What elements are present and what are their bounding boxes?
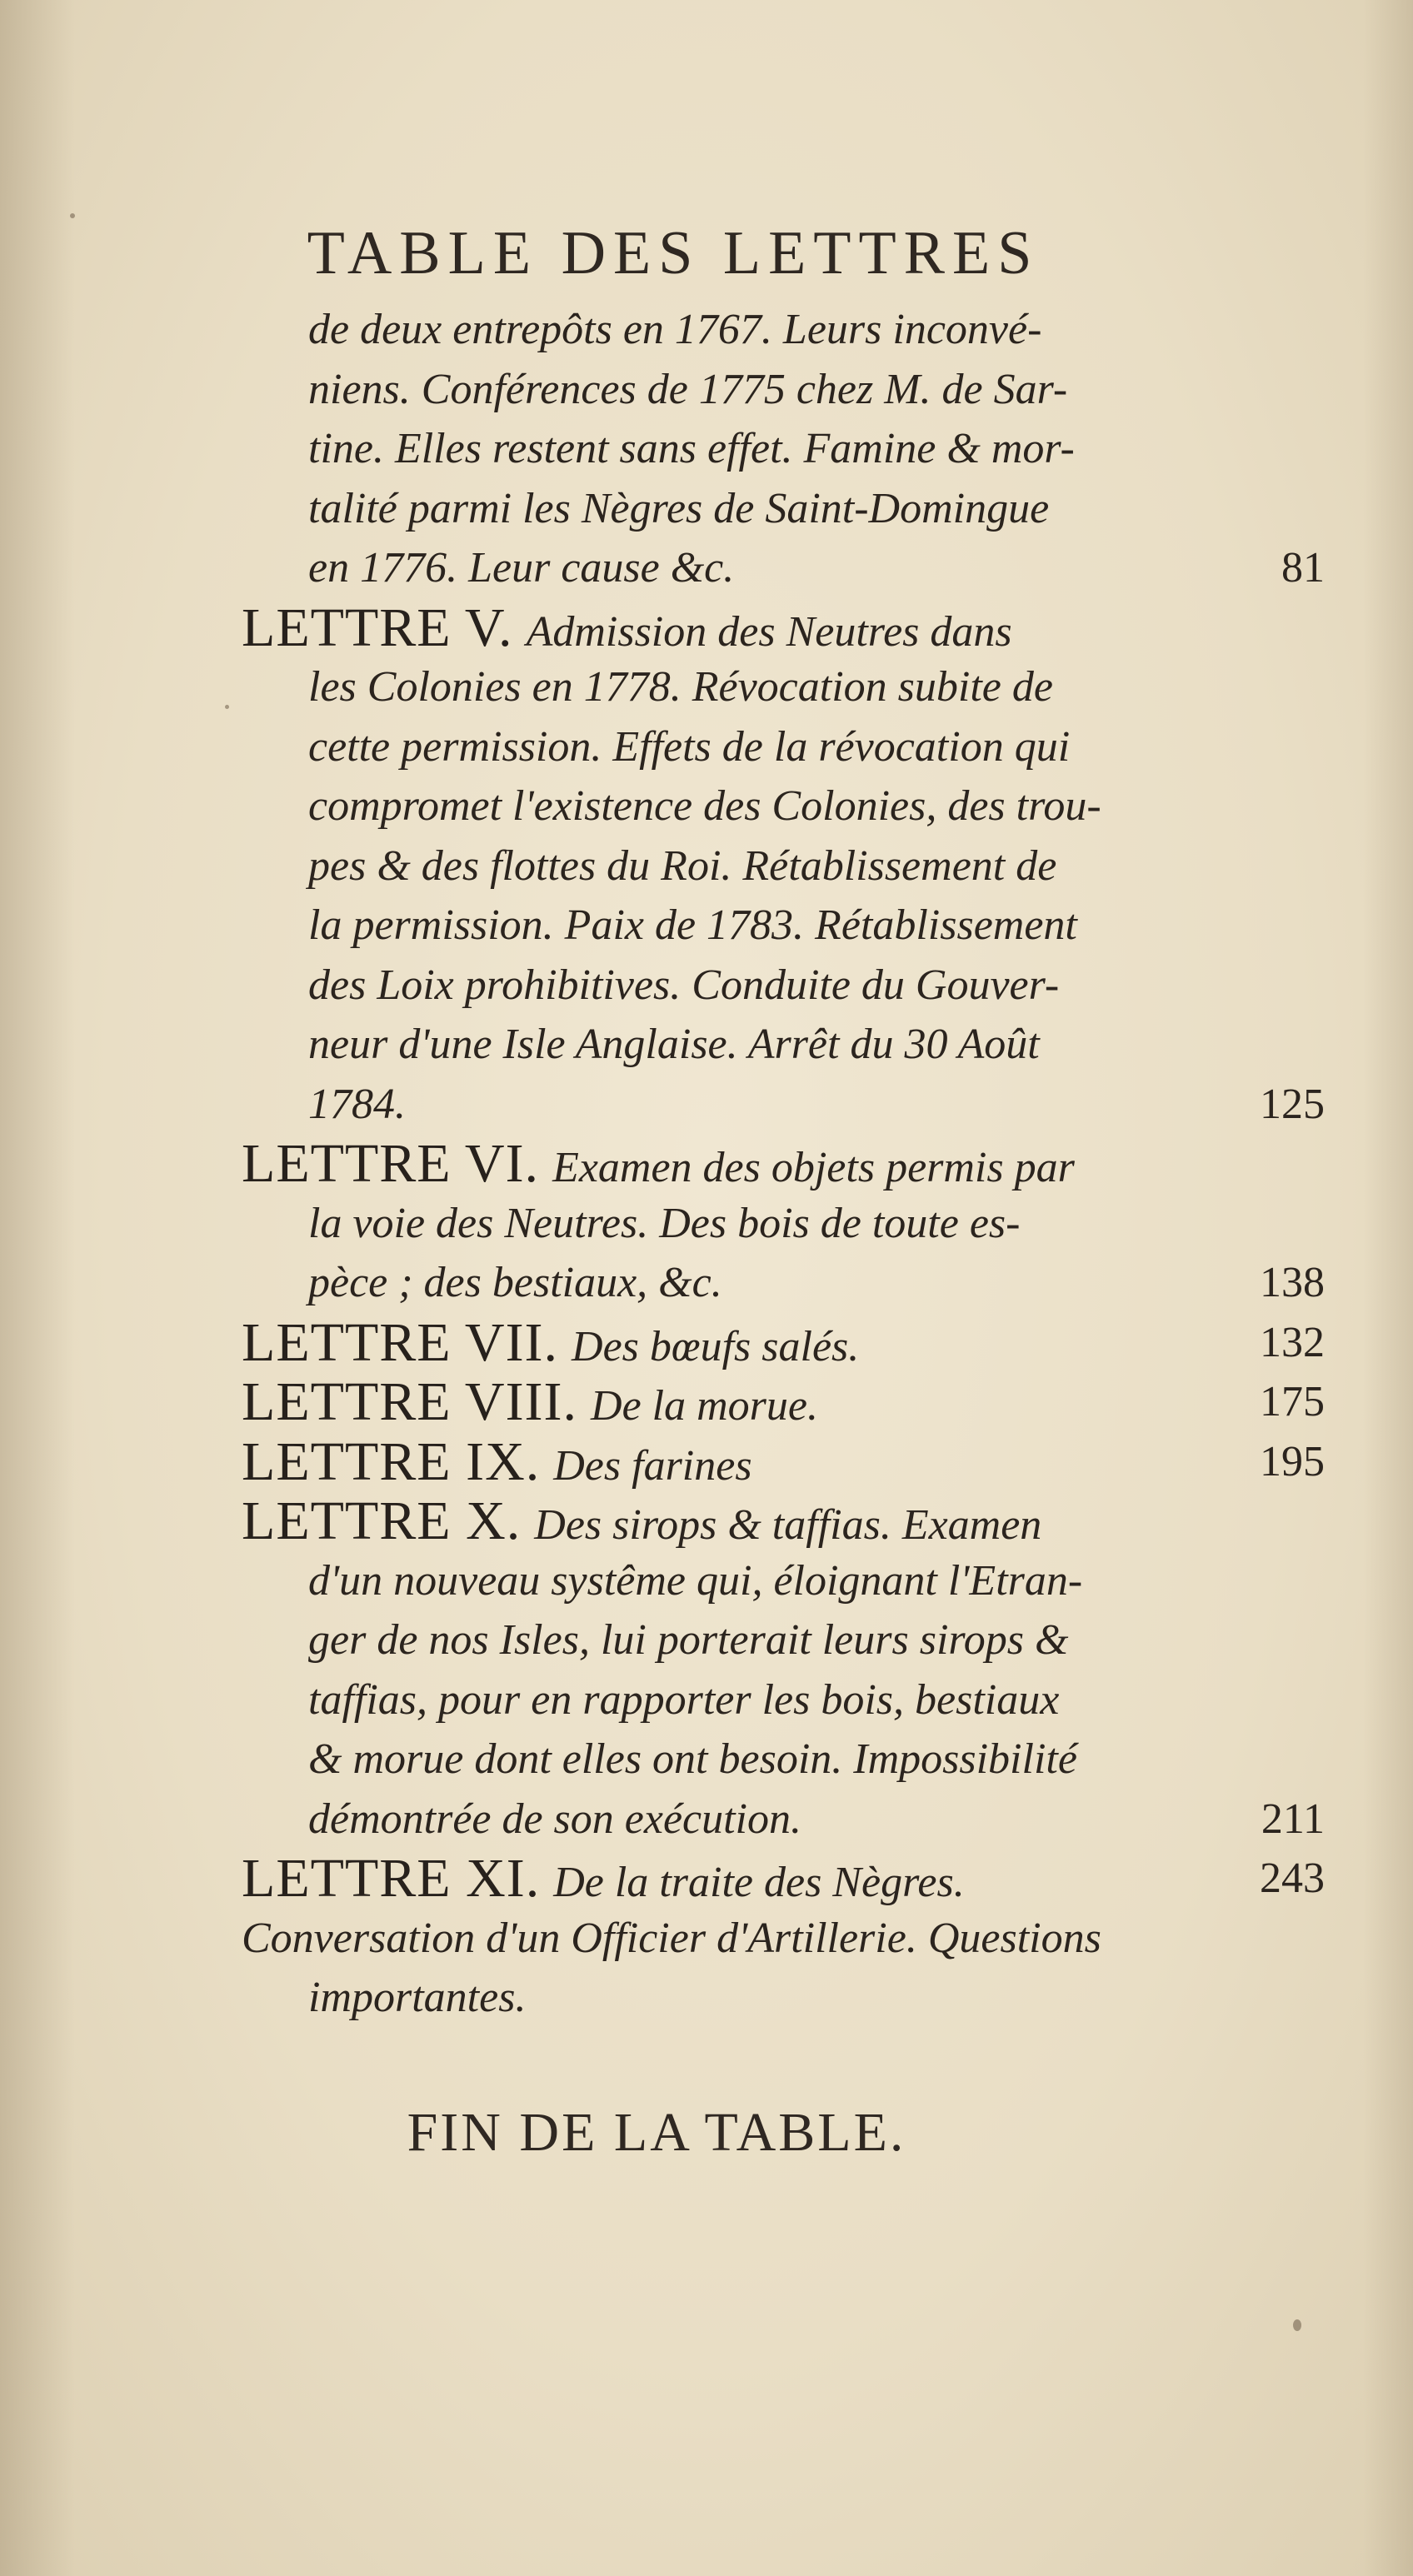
letter-text: Admission des Neutres dans	[526, 607, 1012, 656]
letter-entry-start	[242, 1134, 1325, 1194]
letter-text: Conversation d'un Officier d'Artillerie. Questions	[242, 1914, 1101, 1962]
letter-text: compromet l'existence des Colonies, des trou-	[308, 782, 1101, 830]
letter-line	[242, 776, 1325, 836]
letter-text: Des bœufs salés.	[572, 1322, 860, 1370]
letter-text: Des farines	[553, 1441, 752, 1490]
letter-entry-start	[242, 1491, 1325, 1551]
continuation-line	[242, 538, 1325, 598]
letter-line	[242, 717, 1325, 777]
letter-entry-start	[242, 598, 1325, 658]
letter-line	[242, 1075, 1325, 1135]
letter-text: De la traite des Nègres.	[553, 1859, 965, 1906]
letter-entry-start	[242, 1372, 1325, 1432]
letter-text: les Colonies en 1778. Révocation subite de	[308, 663, 1053, 711]
ink-speck	[225, 705, 229, 709]
continuation-line	[242, 479, 1325, 539]
letter-text: cette permission. Effets de la révocation qui	[308, 722, 1071, 771]
letter-line	[242, 1909, 1325, 1969]
ink-speck	[1293, 2319, 1301, 2331]
letter-text: taffias, pour en rapporter les bois, bestiaux	[308, 1675, 1060, 1724]
letter-text: pèce ; des bestiaux, &c.	[308, 1259, 722, 1306]
letter-line	[242, 1610, 1325, 1670]
letter-line	[242, 1015, 1325, 1075]
letter-text: De la morue.	[591, 1382, 818, 1430]
letter-line	[242, 1551, 1325, 1611]
letter-line	[242, 956, 1325, 1016]
letter-heading: LETTRE V.	[242, 597, 513, 658]
letter-line	[242, 657, 1325, 717]
letter-heading: LETTRE X.	[242, 1490, 522, 1551]
letter-text: démontrée de son exécution.	[308, 1795, 802, 1843]
letter-line	[242, 1790, 1325, 1850]
continuation-text: de deux entrepôts en 1767. Leurs inconvé-	[308, 306, 1042, 353]
letter-text: ger de nos Isles, lui porterait leurs sirops &	[308, 1616, 1069, 1664]
letter-entry-start	[242, 1313, 1325, 1373]
letter-entry-start	[242, 1432, 1325, 1492]
letter-text: Des sirops & taffias. Examen	[534, 1501, 1042, 1549]
letter-line	[242, 836, 1325, 896]
page-number: 81	[1281, 544, 1325, 592]
letter-heading: LETTRE IX.	[242, 1430, 541, 1492]
continuation-text: tine. Elles restent sans effet. Famine & mor-	[308, 425, 1075, 472]
continuation-text: niens. Conférences de 1775 chez M. de Sar-	[308, 365, 1068, 413]
letter-text: neur d'une Isle Anglaise. Arrêt du 30 Août	[308, 1021, 1040, 1068]
letter-line	[242, 1730, 1325, 1790]
letter-line	[242, 896, 1325, 956]
continuation-line	[242, 300, 1325, 360]
page-number: 132	[1260, 1318, 1325, 1366]
letter-line	[242, 1670, 1325, 1730]
letter-heading: LETTRE XI.	[242, 1848, 541, 1909]
continuation-line	[242, 360, 1325, 420]
table-of-letters	[242, 300, 1325, 2028]
letter-text: importantes.	[308, 1974, 527, 2021]
letter-heading: LETTRE VIII.	[242, 1371, 578, 1432]
letter-text: 1784.	[308, 1080, 406, 1128]
letter-text: pes & des flottes du Roi. Rétablissement de	[308, 841, 1057, 890]
page-number: 195	[1260, 1437, 1325, 1485]
page-number: 243	[1260, 1855, 1325, 1902]
letter-line	[242, 1194, 1325, 1254]
continuation-line	[242, 419, 1325, 479]
letter-text: Examen des objets permis par	[552, 1144, 1075, 1191]
continuation-text: talité parmi les Nègres de Saint-Domingue	[308, 484, 1050, 532]
letter-text: la voie des Neutres. Des bois de toute es-	[308, 1199, 1021, 1247]
end-of-table: FIN DE LA TABLE.	[407, 2102, 906, 2163]
letter-line	[242, 1253, 1325, 1313]
letter-heading: LETTRE VII.	[242, 1311, 559, 1373]
letter-text: d'un nouveau systême qui, éloignant l'Etran-	[308, 1556, 1083, 1605]
letter-text: la permission. Paix de 1783. Rétablissement	[308, 901, 1077, 949]
letter-text: & morue dont elles ont besoin. Impossibilité	[308, 1735, 1077, 1783]
continuation-text: en 1776. Leur cause &c.	[308, 544, 735, 592]
letter-heading: LETTRE VI.	[242, 1133, 540, 1194]
page-header: TABLE DES LETTRES	[307, 219, 1040, 287]
page-number: 125	[1260, 1080, 1325, 1128]
page-number: 175	[1260, 1378, 1325, 1425]
page-number: 138	[1260, 1259, 1325, 1306]
letter-line	[242, 1968, 1325, 2028]
page-number: 211	[1261, 1795, 1325, 1843]
letter-entry-start	[242, 1849, 1325, 1909]
letter-text: des Loix prohibitives. Conduite du Gouver-	[308, 961, 1060, 1009]
